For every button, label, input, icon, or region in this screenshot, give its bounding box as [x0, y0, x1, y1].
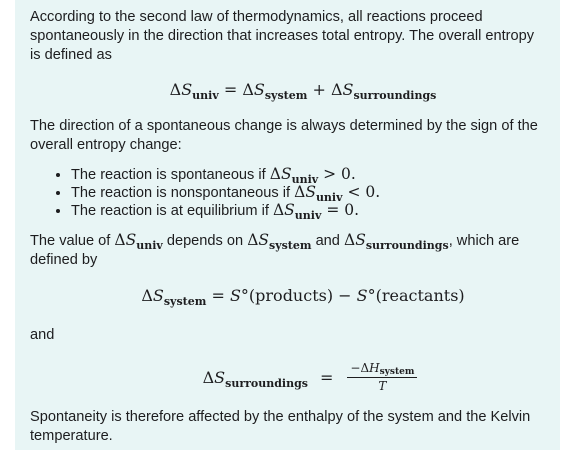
delta-symbol: Δ: [202, 367, 215, 387]
list-item: [71, 166, 546, 184]
reactants-term: (reactants): [375, 286, 465, 305]
delta-symbol: Δ: [269, 165, 281, 183]
fraction: [347, 361, 417, 393]
content-panel: [15, 0, 560, 450]
conclusion-paragraph: Spontaneity is therefore affected by the enthalpy of the system and the Kelvin temperature.: [30, 409, 531, 444]
and-text: and: [30, 327, 55, 343]
minus-sign: −: [350, 361, 361, 375]
enthalpy-symbol: H: [369, 361, 380, 375]
less-than-sign: <: [347, 183, 361, 201]
subscript-surroundings: surroundings: [225, 376, 308, 390]
subscript-surroundings: surroundings: [365, 239, 449, 252]
period: .: [350, 165, 356, 183]
standard-state-degree: °: [367, 286, 376, 305]
delta-symbol: Δ: [169, 80, 182, 99]
delta-symbol: Δ: [247, 231, 259, 249]
list-item: [71, 202, 546, 220]
value-paragraph: [30, 231, 546, 270]
inline-math: [247, 231, 312, 252]
minus-sign: −: [338, 286, 352, 305]
entropy-symbol: S: [125, 231, 137, 249]
spontaneity-conditions-list: [30, 166, 546, 220]
value-text-part3: and: [311, 233, 344, 249]
entropy-symbol: S: [284, 201, 295, 219]
entropy-symbol: S: [214, 367, 226, 387]
inline-math: [343, 231, 449, 252]
intro-paragraph: According to the second law of thermodynamics, all reactions proceed spontaneously in the direction that increases total entropy. The overall entropy is defined as: [30, 9, 535, 63]
fraction-numerator: [347, 361, 417, 378]
entropy-univ-equation: [60, 80, 546, 102]
fraction-denominator: T: [378, 379, 387, 393]
zero: 0: [365, 183, 376, 201]
delta-symbol: Δ: [294, 183, 306, 201]
entropy-symbol: S: [253, 80, 265, 99]
delta-symbol: Δ: [330, 80, 343, 99]
entropy-symbol: S: [181, 80, 193, 99]
subscript-univ: univ: [291, 173, 319, 186]
subscript-surroundings: surroundings: [353, 89, 437, 102]
value-text-part2: depends on: [162, 233, 248, 249]
subscript-system: system: [163, 295, 207, 308]
inline-math: [114, 231, 163, 252]
bullet-text-spontaneous: The reaction is spontaneous if: [71, 167, 270, 183]
list-item: [71, 184, 546, 202]
equals-sign: =: [223, 80, 238, 99]
products-term: (products): [248, 286, 334, 305]
entropy-symbol: S: [280, 165, 292, 183]
plus-sign: +: [312, 80, 326, 99]
zero: 0: [341, 165, 351, 183]
delta-symbol: Δ: [114, 231, 126, 249]
subscript-univ: univ: [315, 191, 343, 204]
subscript-system: system: [379, 367, 415, 377]
entropy-symbol: S: [152, 286, 164, 305]
delta-symbol: Δ: [272, 201, 285, 219]
value-text-part4: , which are defined by: [30, 233, 520, 268]
entropy-symbol: S: [258, 231, 270, 249]
direction-paragraph: The direction of a spontaneous change is always determined by the sign of the overall entropy change:: [30, 118, 538, 153]
equals-sign: =: [326, 201, 340, 219]
period: .: [375, 183, 381, 201]
subscript-univ: univ: [136, 239, 163, 252]
subscript-system: system: [269, 239, 312, 252]
entropy-symbol: S: [229, 286, 241, 305]
subscript-system: system: [264, 89, 308, 102]
entropy-symbol: S: [342, 80, 354, 99]
entropy-symbol: S: [356, 286, 368, 305]
greater-than-sign: >: [323, 165, 337, 183]
entropy-surroundings-equation: [74, 361, 546, 393]
entropy-system-equation: [60, 286, 546, 308]
entropy-symbol: S: [305, 183, 316, 201]
value-text-part1: The value of: [30, 233, 115, 249]
subscript-univ: univ: [192, 89, 219, 102]
delta-symbol: Δ: [141, 286, 153, 305]
equals-sign: =: [320, 367, 334, 387]
inline-math: [269, 165, 356, 186]
entropy-symbol: S: [355, 231, 366, 249]
subscript-univ: univ: [294, 209, 322, 222]
delta-symbol: Δ: [242, 80, 254, 99]
standard-state-degree: °: [240, 286, 249, 305]
period: .: [354, 201, 360, 219]
zero: 0: [344, 201, 355, 219]
bullet-text-equilibrium: The reaction is at equilibrium if: [71, 203, 273, 219]
equals-sign: =: [211, 286, 225, 305]
delta-symbol: Δ: [360, 361, 370, 375]
bullet-text-nonspontaneous: The reaction is nonspontaneous if: [71, 185, 295, 201]
delta-symbol: Δ: [343, 231, 356, 249]
eq3-lhs: [202, 367, 308, 390]
